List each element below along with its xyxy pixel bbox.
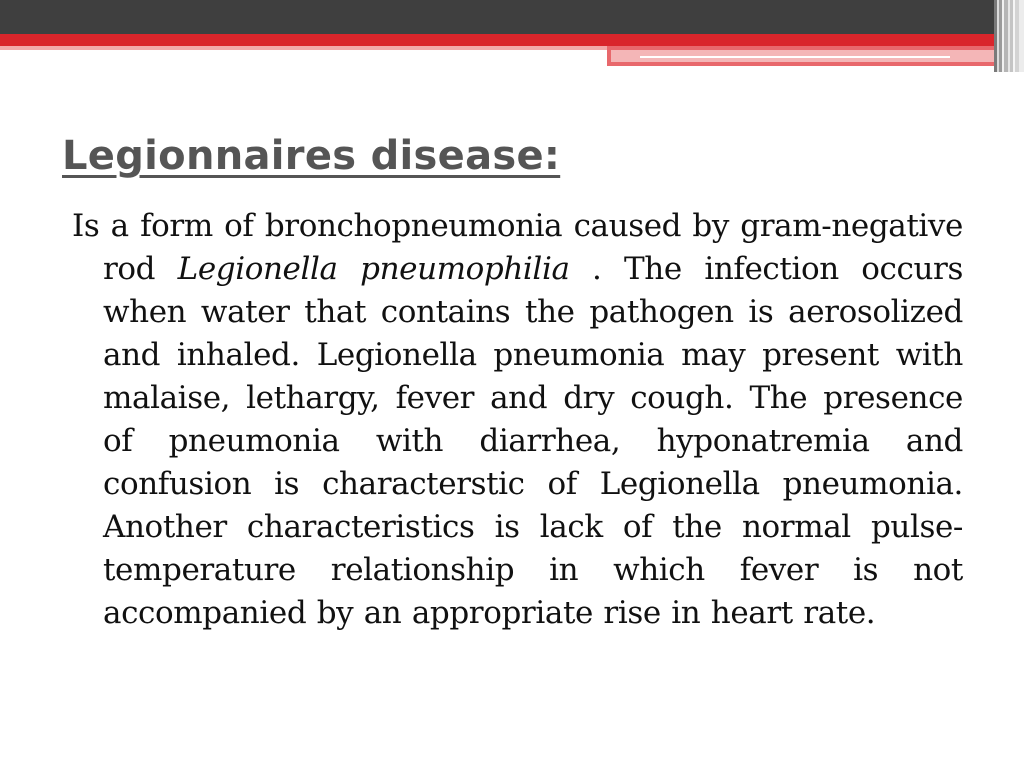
header-decor-line	[640, 56, 950, 58]
header-band-dark	[0, 0, 1024, 34]
corner-stripes	[994, 0, 1024, 72]
header-band-red	[0, 34, 1024, 46]
header-decor-line	[640, 64, 830, 66]
body-text-part: Is a form of bronchopneumonia caused by gram-negative rod	[72, 208, 963, 287]
body-paragraph	[72, 205, 963, 635]
slide-title: Legionnaires disease:	[62, 133, 561, 179]
body-text-part: . The infection occurs when water that contains the pathogen is aerosolized and inhaled. Legionella pneumonia may present with malaise, lethargy, fever and dry cough. The presence of pneumonia with diarrhea, hyponatremia and confusion is characterstic of Legionella pneumonia. Another characteristics is lack of the normal pulse-temperature relationship in which fever is not accompanied by an appropriate rise in heart rate.	[103, 251, 963, 631]
organism-name: Legionella pneumophilia	[177, 251, 570, 287]
header-band-red-light	[0, 46, 607, 50]
